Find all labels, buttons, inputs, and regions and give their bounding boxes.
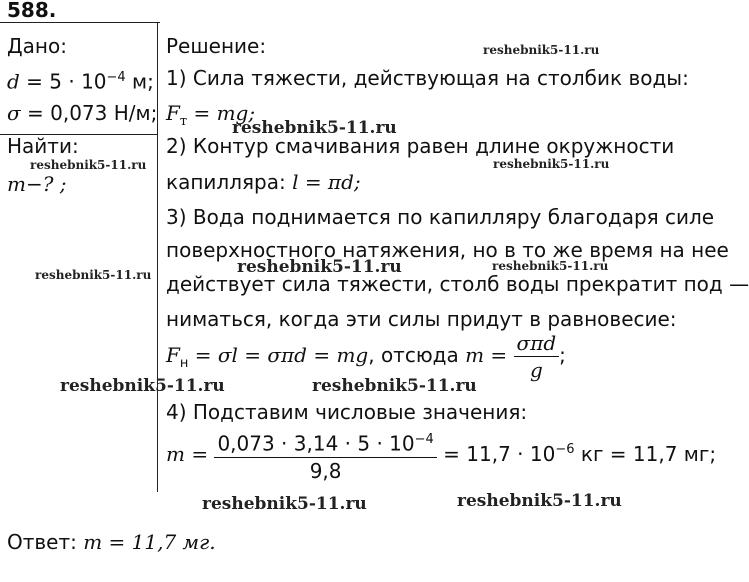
step-3-equilibrium: $F_н = \sigma l = \sigma\pi d$ = mg, отсюда m = $\frac{\text{σπd}}{g}$ ; — [166, 331, 566, 382]
watermark: reshebnik5-11.ru — [237, 257, 402, 277]
mass-fraction: $\frac{\text{σπd}}{g}$ — [514, 331, 560, 382]
step-4-calculation: m = $\frac{0,073 \cdot 3,14 \cdot 5 \cdot 10^{-4}}{9,8}$ = $11,7 \cdot 10^{-6}$ кг = 11,7 мг; — [166, 428, 716, 483]
watermark: reshebnik5-11.ru — [60, 376, 225, 396]
problem-number: 588. — [7, 0, 57, 22]
step-3-line-3: действует сила тяжести, столб воды прекратит под — — [166, 272, 749, 296]
watermark: reshebnik5-11.ru — [493, 157, 610, 171]
watermark: reshebnik5-11.ru — [312, 376, 477, 396]
watermark: reshebnik5-11.ru — [30, 158, 147, 172]
watermark: reshebnik5-11.ru — [492, 259, 609, 273]
watermark: reshebnik5-11.ru — [202, 494, 367, 514]
solution-heading: Решение: — [166, 34, 267, 58]
watermark: reshebnik5-11.ru — [483, 43, 600, 57]
step-3-line-4: ниматься, когда эти силы придут в равновесие: — [166, 307, 677, 331]
step-1-formula: $F_т$ = mg; — [166, 101, 256, 129]
step-2-line-2: капилляра: l = πd; — [166, 170, 361, 194]
numeric-fraction: $\frac{0,073 \cdot 3,14 \cdot 5 \cdot 10^{-4}}{9,8}$ — [214, 428, 436, 483]
step-4-line: 4) Подставим числовые значения: — [166, 400, 528, 424]
answer: Ответ: m = 11,7 мг. — [7, 530, 216, 554]
given-surface-tension: σ = 0,073 Н/м; — [7, 101, 158, 125]
top-rule — [0, 22, 160, 23]
step-3-line-1: 3) Вода поднимается по капилляру благодаря силе — [166, 205, 715, 229]
step-3-line-2: поверхностного натяжения, но в то же время на нее — [166, 238, 729, 262]
step-2-line-1: 2) Контур смачивания равен длине окружности — [166, 134, 675, 158]
find-item: m−? ; — [7, 172, 67, 196]
given-diameter: $d = 5 \cdot 10^{-4}$ м; — [7, 69, 154, 94]
watermark: reshebnik5-11.ru — [232, 118, 397, 138]
find-heading: Найти: — [7, 134, 79, 158]
watermark: reshebnik5-11.ru — [457, 491, 622, 511]
watermark: reshebnik5-11.ru — [35, 268, 152, 282]
column-divider — [157, 22, 158, 492]
given-heading: Дано: — [7, 34, 67, 58]
step-1: 1) Сила тяжести, действующая на столбик воды: — [166, 66, 689, 90]
